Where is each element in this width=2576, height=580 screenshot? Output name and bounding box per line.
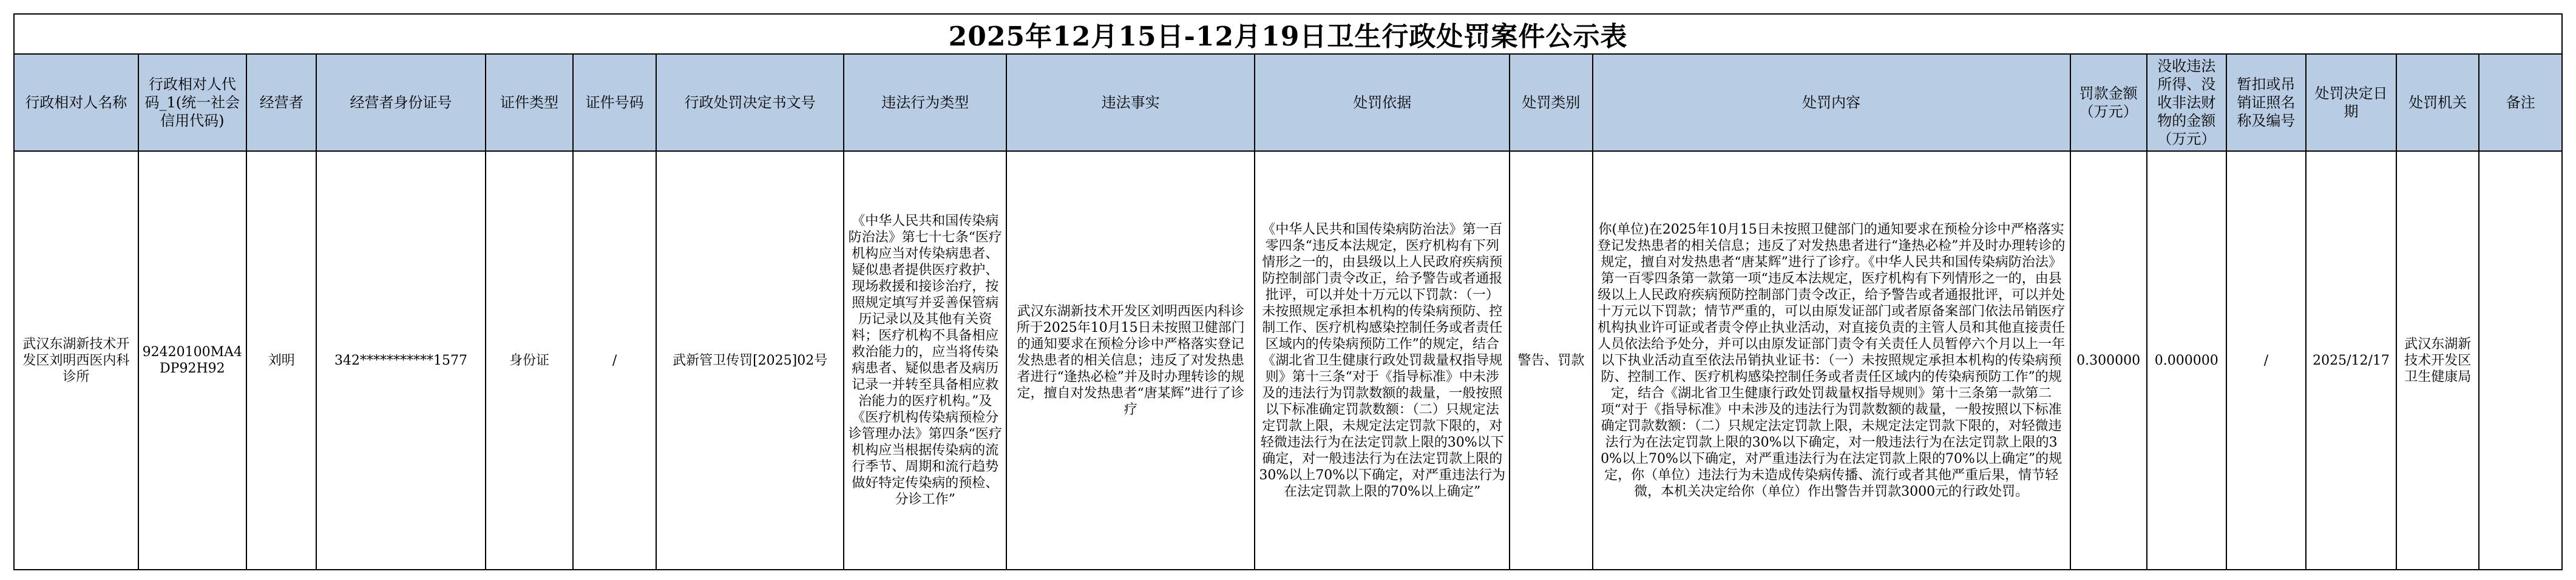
header-row bbox=[14, 54, 2562, 151]
table-row bbox=[14, 151, 2562, 570]
col-header-credit-code: 行政相对人代码_1(统一社会信用代码) bbox=[138, 54, 246, 151]
col-header-id-type: 证件类型 bbox=[486, 54, 574, 151]
cell-id-type: 身份证 bbox=[486, 151, 574, 570]
cell-basis: 《中华人民共和国传染病防治法》第一百零四条“违反本法规定，医疗机构有下列情形之一的，由县级以上人民政府疾病预防控制部门责令改正，给予警告或者通报批评，可以并处十万元以下罚款：（一）未按照规定承担本机构的传染病预防、控制工作、医疗机构感染控制任务或者责任区域内的传染病预防工作”的规定，结合《湖北省卫生健康行政处罚裁量权指导规则》第十三条“对于《指导标准》中未涉及的违法行为罚款数额的裁量，一般按照以下标准确定罚款数额：（二）只规定法定罚款上限，未规定法定罚款下限的，对轻微违法行为在法定罚款上限的30%以下确定，对一般违法行为在法定罚款上限的30%以上70%以下确定，对严重违法行为在法定罚款上限的70%以上确定” bbox=[1255, 151, 1510, 570]
cell-id-number: / bbox=[573, 151, 656, 570]
cell-decision-no: 武新管卫传罚[2025]02号 bbox=[656, 151, 844, 570]
col-header-entity-name: 行政相对人名称 bbox=[14, 54, 138, 151]
penalty-table bbox=[13, 53, 2563, 570]
cell-penalty-category: 警告、罚款 bbox=[1510, 151, 1592, 570]
cell-facts: 武汉东湖新技术开发区刘明西医内科诊所于2025年10月15日未按照卫健部门的通知要求在预检分诊中严格落实登记发热患者的相关信息；违反了对发热患者进行“逢热必检”并及时办理转诊的规定，擅自对发热患者“唐某辉”进行了诊疗 bbox=[1006, 151, 1255, 570]
col-header-decision-date: 处罚决定日期 bbox=[2306, 54, 2396, 151]
col-header-basis: 处罚依据 bbox=[1255, 54, 1510, 151]
col-header-penalty-category: 处罚类别 bbox=[1510, 54, 1592, 151]
col-header-operator: 经营者 bbox=[246, 54, 316, 151]
col-header-license-revoked: 暂扣或吊销证照名称及编号 bbox=[2226, 54, 2306, 151]
col-header-authority: 处罚机关 bbox=[2396, 54, 2479, 151]
cell-penalty-content: 你(单位)在2025年10月15日未按照卫健部门的通知要求在预检分诊中严格落实登记发热患者的相关信息；违反了对发热患者进行“逢热必检”并及时办理转诊的规定，擅自对发热患者“唐某辉”进行了诊疗。《中华人民共和国传染病防治法》第一百零四条第一款第一项“违反本法规定，医疗机构有下列情形之一的，由县级以上人民政府疾病预防控制部门责令改正，给予警告或者通报批评，可以并处十万元以下罚款；情节严重的，可以由原发证部门或者原备案部门依法吊销医疗机构执业许可证或者责令停止执业活动，对直接负责的主管人员和其他直接责任人员依法给予处分，并可以由原发证部门责令有关责任人员暂停六个月以上一年以下执业活动直至依法吊销执业证书：（一）未按照规定承担本机构的传染病预防、控制工作、医疗机构感染控制任务或者责任区域内的传染病预防工作”的规定，结合《湖北省卫生健康行政处罚裁量权指导规则》第十三条第一款第二项“对于《指导标准》中未涉及的违法行为罚款数额的裁量，一般按照以下标准确定罚款数额：（二）只规定法定罚款上限，未规定法定罚款下限的，对轻微违法行为在法定罚款上限的30%以下确定，对一般违法行为在法定罚款上限的30%以上70%以下确定，对严重违法行为在法定罚款上限的70%以上确定”的规定，你（单位）违法行为未造成传染病传播、流行或者其他严重后果，情节轻微，本机关决定给你（单位）作出警告并罚款3000元的行政处罚。 bbox=[1593, 151, 2070, 570]
cell-fine-amount: 0.300000 bbox=[2070, 151, 2147, 570]
cell-violation-type: 《中华人民共和国传染病防治法》第七十七条“医疗机构应当对传染病患者、疑似患者提供医疗救护、现场救援和接诊治疗，按照规定填写并妥善保管病历记录以及其他有关资料；医疗机构不具备相应救治能力的，应当将传染病患者、疑似患者及病历记录一并转至具备相应救治能力的医疗机构。”及《医疗机构传染病预检分诊管理办法》第四条“医疗机构应当根据传染病的流行季节、周期和流行趋势做好特定传染病的预检、分诊工作” bbox=[844, 151, 1006, 570]
col-header-fine-amount: 罚款金额（万元） bbox=[2070, 54, 2147, 151]
col-header-violation-type: 违法行为类型 bbox=[844, 54, 1006, 151]
cell-confiscation-amount: 0.000000 bbox=[2147, 151, 2226, 570]
col-header-facts: 违法事实 bbox=[1006, 54, 1255, 151]
page-title: 2025年12月15日-12月19日卫生行政处罚案件公示表 bbox=[13, 13, 2563, 53]
cell-operator: 刘明 bbox=[246, 151, 316, 570]
cell-remarks bbox=[2479, 151, 2562, 570]
cell-authority: 武汉东湖新技术开发区卫生健康局 bbox=[2396, 151, 2479, 570]
cell-license-revoked: / bbox=[2226, 151, 2306, 570]
col-header-confiscation-amount: 没收违法所得、没收非法财物的金额（万元） bbox=[2147, 54, 2226, 151]
col-header-penalty-content: 处罚内容 bbox=[1593, 54, 2070, 151]
cell-decision-date: 2025/12/17 bbox=[2306, 151, 2396, 570]
col-header-remarks: 备注 bbox=[2479, 54, 2562, 151]
col-header-operator-id: 经营者身份证号 bbox=[316, 54, 485, 151]
cell-operator-id: 342***********1577 bbox=[316, 151, 485, 570]
col-header-id-number: 证件号码 bbox=[573, 54, 656, 151]
cell-entity-name: 武汉东湖新技术开发区刘明西医内科诊所 bbox=[14, 151, 138, 570]
col-header-decision-no: 行政处罚决定书文号 bbox=[656, 54, 844, 151]
cell-credit-code: 92420100MA4DP92H92 bbox=[138, 151, 246, 570]
